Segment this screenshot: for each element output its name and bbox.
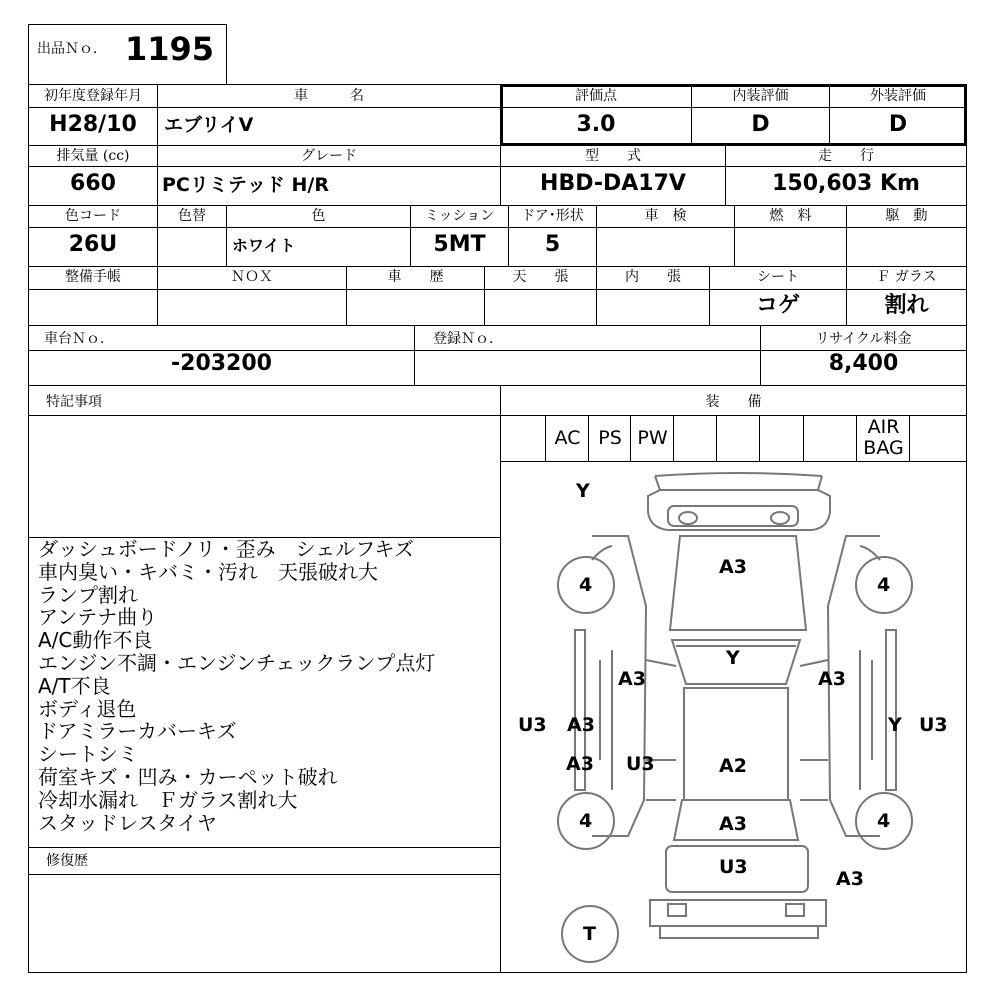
equipment-label: 装 備 [705, 394, 762, 410]
exterior-rating-label: 外装評価 [870, 88, 926, 104]
mark-right-sill-u: U3 [919, 714, 948, 736]
mark-front-bumper: Y [576, 480, 590, 502]
transmission-label: ミッション [424, 208, 495, 224]
tire-rear-left: 4 [579, 810, 593, 832]
inspection-label: 車 検 [644, 208, 687, 224]
windshield-label: Ｆ ガラス [876, 269, 937, 285]
remark-line: A/C動作不良 [38, 628, 153, 653]
fuel-label: 燃 料 [769, 208, 812, 224]
mark-rear-right-quarter: A3 [836, 868, 864, 890]
mark-right-front-door: A3 [818, 668, 846, 690]
remarks-list [38, 538, 498, 843]
first-registration-value: H28/10 [49, 112, 137, 137]
remark-line: ランプ割れ [38, 582, 138, 607]
remark-line: エンジン不調・エンジンチェックランプ点灯 [38, 651, 436, 675]
car-name-value: エブリイV [164, 114, 254, 136]
model-value: HBD-DA17V [540, 171, 686, 196]
displacement-label: 排気量 (cc) [56, 148, 130, 164]
interior-trim-label: 内 張 [625, 269, 681, 285]
remark-line: シートシミ [38, 742, 138, 767]
interior-rating-label: 内装評価 [732, 88, 789, 104]
remark-line: 冷却水漏れ Ｆガラス割れ大 [38, 787, 298, 812]
tire-front-right: 4 [877, 574, 891, 596]
remark-line: ダッシュボードノリ・歪み シェルフキズ [38, 537, 414, 561]
color-value: ホワイト [232, 236, 296, 255]
doors-value: 5 [544, 232, 561, 257]
grade-label: グレード [301, 148, 357, 164]
mileage-label: 走 行 [818, 148, 874, 164]
remarks-label: 特記事項 [46, 394, 102, 410]
color-code-value: 26U [68, 232, 118, 257]
history-label: 車 歴 [387, 269, 444, 285]
mark-left-rear-door-u: U3 [626, 753, 655, 775]
interior-rating-value: D [751, 112, 770, 137]
remark-line: スタッドレスタイヤ [38, 810, 217, 835]
seat-label: シート [757, 269, 799, 285]
mark-left-rear-door-lower: A3 [566, 753, 594, 775]
doors-label: ドア･形状 [521, 208, 584, 224]
seat-value: コゲ [755, 293, 800, 318]
equipment-item: PW [637, 427, 668, 449]
nox-label: ＮＯＸ [231, 269, 273, 285]
tire-spare: T [583, 923, 596, 945]
mark-left-rear-door-upper: A3 [567, 714, 595, 736]
chassis-no-value: -203200 [171, 351, 272, 376]
equipment-item: AIR BAG [863, 416, 904, 459]
mark-left-sill: U3 [518, 714, 547, 736]
remark-line: ボディ退色 [38, 696, 137, 721]
lot-number: 1195 [125, 30, 215, 68]
mark-roof-front: Y [726, 647, 740, 669]
mark-left-front-door: A3 [618, 668, 646, 690]
windshield-value: 割れ [884, 293, 929, 318]
drive-label: 駆 動 [885, 208, 928, 224]
recycle-fee-value: 8,400 [828, 351, 899, 376]
equipment-item: PS [598, 427, 622, 449]
tire-rear-right: 4 [877, 810, 891, 832]
repair-history-label: 修復歴 [46, 853, 88, 869]
tire-front-left: 4 [579, 574, 593, 596]
remark-line: 荷室キズ・凹み・カーペット破れ [38, 765, 338, 789]
registration-no-label: 登録Ｎｏ． [433, 331, 503, 347]
score-label: 評価点 [575, 88, 617, 104]
remark-line: ドアミラーカバーキズ [38, 719, 237, 744]
model-label: 型 式 [585, 148, 641, 164]
grade-value: PCリミテッド H/R [162, 174, 329, 196]
mark-rear-gate: U3 [719, 856, 748, 878]
score-value: 3.0 [576, 112, 616, 137]
remark-line: アンテナ曲り [38, 605, 158, 630]
color-label: 色 [311, 208, 326, 224]
chassis-no-label: 車台Ｎｏ． [44, 331, 114, 347]
roof-label: 天 張 [512, 269, 569, 285]
displacement-value: 660 [70, 171, 116, 196]
equipment-item: AC [554, 427, 581, 449]
color-code-label: 色コード [65, 208, 121, 224]
recycle-fee-label: リサイクル料金 [815, 331, 912, 347]
mark-right-sill-y: Y [888, 714, 902, 736]
remark-line: A/T不良 [38, 673, 111, 698]
repaint-label: 色替 [178, 208, 206, 224]
mileage-value: 150,603 Km [772, 171, 920, 196]
mark-roof: A2 [719, 755, 747, 777]
first-registration-label: 初年度登録年月 [44, 88, 142, 104]
car-name-label: 車 名 [294, 88, 364, 104]
remark-line: 車内臭い・キバミ・汚れ 天張破れ大 [38, 559, 378, 584]
maintenance-book-label: 整備手帳 [65, 269, 121, 285]
mark-rear-roof: A3 [719, 813, 747, 835]
transmission-value: 5MT [433, 232, 486, 257]
exterior-rating-value: D [888, 112, 908, 137]
lot-number-label: 出品Ｎｏ． [37, 41, 107, 57]
mark-hood: A3 [719, 556, 747, 578]
lot-number-box [29, 25, 226, 84]
